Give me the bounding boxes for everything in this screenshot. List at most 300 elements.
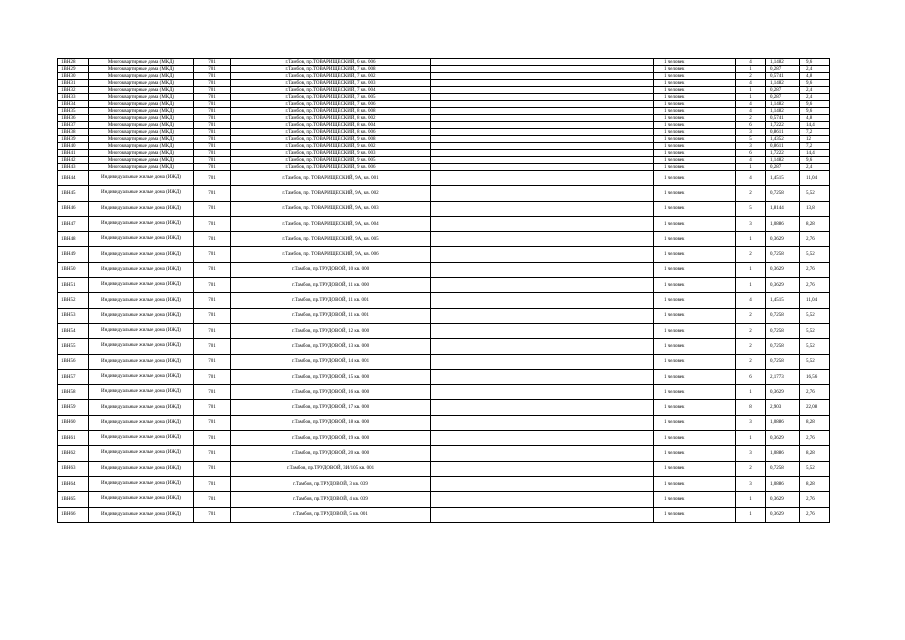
address-cell: г.Тамбов, пр.ТОВАРИЩЕСКИЙ, 7 кв. 005 <box>231 94 431 101</box>
building-type-cell: Индивидуальные жилые дома (ИЖД) <box>89 431 194 446</box>
total-cell: 2,76 <box>800 492 830 507</box>
table-row <box>58 308 830 323</box>
building-type-cell: Индивидуальные жилые дома (ИЖД) <box>89 278 194 293</box>
address-cell: г.Тамбов, пр.ТРУДОВОЙ, 3 кв. 039 <box>231 476 431 491</box>
table-row <box>58 122 830 129</box>
value-cell: 1,1482 <box>766 157 800 164</box>
unit-cell: 1 человек <box>654 150 736 157</box>
unit-cell: 1 человек <box>654 446 736 461</box>
table-row <box>58 232 830 247</box>
value-cell: 0,3629 <box>766 507 800 522</box>
value-cell: 0,3629 <box>766 262 800 277</box>
row-id-cell: 1ВН30 <box>58 73 89 80</box>
table-row <box>58 247 830 262</box>
total-cell: 5,52 <box>800 186 830 201</box>
total-cell: 9,6 <box>800 59 830 66</box>
table-row <box>58 136 830 143</box>
quantity-cell: 1 <box>736 66 766 73</box>
value-cell: 1,4515 <box>766 293 800 308</box>
quantity-cell: 2 <box>736 247 766 262</box>
code-cell: 701 <box>194 59 231 66</box>
value-cell: 2,1773 <box>766 369 800 384</box>
unit-cell: 1 человек <box>654 143 736 150</box>
row-id-cell: 1ВН56 <box>58 354 89 369</box>
blank-cell <box>431 129 654 136</box>
table-row <box>58 354 830 369</box>
value-cell: 2,903 <box>766 400 800 415</box>
blank-cell <box>431 354 654 369</box>
row-id-cell: 1ВН44 <box>58 171 89 186</box>
blank-cell <box>431 157 654 164</box>
blank-cell <box>431 431 654 446</box>
quantity-cell: 1 <box>736 262 766 277</box>
row-id-cell: 1ВН37 <box>58 122 89 129</box>
quantity-cell: 1 <box>736 385 766 400</box>
value-cell: 0,3629 <box>766 278 800 293</box>
row-id-cell: 1ВН40 <box>58 143 89 150</box>
unit-cell: 1 человек <box>654 262 736 277</box>
quantity-cell: 2 <box>736 339 766 354</box>
row-id-cell: 1ВН61 <box>58 431 89 446</box>
building-type-cell: Многоквартирные дома (МКД) <box>89 108 194 115</box>
row-id-cell: 1ВН62 <box>58 446 89 461</box>
blank-cell <box>431 369 654 384</box>
total-cell: 12 <box>800 136 830 143</box>
code-cell: 701 <box>194 507 231 522</box>
unit-cell: 1 человек <box>654 369 736 384</box>
code-cell: 701 <box>194 369 231 384</box>
quantity-cell: 4 <box>736 108 766 115</box>
blank-cell <box>431 66 654 73</box>
code-cell: 701 <box>194 122 231 129</box>
code-cell: 701 <box>194 293 231 308</box>
building-type-cell: Индивидуальные жилые дома (ИЖД) <box>89 201 194 216</box>
building-type-cell: Индивидуальные жилые дома (ИЖД) <box>89 339 194 354</box>
quantity-cell: 1 <box>736 278 766 293</box>
quantity-cell: 1 <box>736 164 766 171</box>
table-row <box>58 59 830 66</box>
row-id-cell: 1ВН39 <box>58 136 89 143</box>
row-id-cell: 1ВН54 <box>58 323 89 338</box>
building-type-cell: Индивидуальные жилые дома (ИЖД) <box>89 186 194 201</box>
address-cell: г.Тамбов, пр.ТРУДОВОЙ, 16 кв. 000 <box>231 385 431 400</box>
unit-cell: 1 человек <box>654 115 736 122</box>
table-row <box>58 385 830 400</box>
total-cell: 5,52 <box>800 339 830 354</box>
row-id-cell: 1ВН63 <box>58 461 89 476</box>
value-cell: 0,5741 <box>766 73 800 80</box>
blank-cell <box>431 143 654 150</box>
address-cell: г.Тамбов, пр.ТОВАРИЩЕСКИЙ, 9 кв. 003 <box>231 150 431 157</box>
address-cell: г.Тамбов, пр.ТРУДОВОЙ, 17 кв. 000 <box>231 400 431 415</box>
total-cell: 2,4 <box>800 164 830 171</box>
code-cell: 701 <box>194 171 231 186</box>
code-cell: 701 <box>194 201 231 216</box>
address-cell: г.Тамбов, пр.ТРУДОВОЙ, 19 кв. 000 <box>231 431 431 446</box>
building-type-cell: Индивидуальные жилые дома (ИЖД) <box>89 461 194 476</box>
quantity-cell: 1 <box>736 507 766 522</box>
building-type-cell: Индивидуальные жилые дома (ИЖД) <box>89 492 194 507</box>
total-cell: 2,76 <box>800 278 830 293</box>
quantity-cell: 2 <box>736 354 766 369</box>
total-cell: 5,52 <box>800 247 830 262</box>
unit-cell: 1 человек <box>654 171 736 186</box>
quantity-cell: 1 <box>736 87 766 94</box>
address-cell: г.Тамбов, пр. ТОВАРИЩЕСКИЙ, 9А, кв. 003 <box>231 201 431 216</box>
building-type-cell: Индивидуальные жилые дома (ИЖД) <box>89 476 194 491</box>
table-row <box>58 94 830 101</box>
row-id-cell: 1ВН38 <box>58 129 89 136</box>
code-cell: 701 <box>194 247 231 262</box>
value-cell: 0,8611 <box>766 129 800 136</box>
address-cell: г.Тамбов, пр.ТРУДОВОЙ, 13 кв. 000 <box>231 339 431 354</box>
building-type-cell: Многоквартирные дома (МКД) <box>89 122 194 129</box>
building-type-cell: Индивидуальные жилые дома (ИЖД) <box>89 446 194 461</box>
table-row <box>58 150 830 157</box>
unit-cell: 1 человек <box>654 278 736 293</box>
total-cell: 5,52 <box>800 323 830 338</box>
table-row <box>58 461 830 476</box>
code-cell: 701 <box>194 87 231 94</box>
row-id-cell: 1ВН53 <box>58 308 89 323</box>
total-cell: 7,2 <box>800 129 830 136</box>
unit-cell: 1 человек <box>654 431 736 446</box>
blank-cell <box>431 201 654 216</box>
total-cell: 2,76 <box>800 431 830 446</box>
quantity-cell: 6 <box>736 150 766 157</box>
code-cell: 701 <box>194 101 231 108</box>
table-row <box>58 143 830 150</box>
total-cell: 2,76 <box>800 385 830 400</box>
table-row <box>58 446 830 461</box>
row-id-cell: 1ВН51 <box>58 278 89 293</box>
value-cell: 0,7258 <box>766 186 800 201</box>
code-cell: 701 <box>194 354 231 369</box>
document-table <box>57 58 830 523</box>
address-cell: г.Тамбов, пр.ТРУДОВОЙ, 5 кв. 001 <box>231 507 431 522</box>
table-row <box>58 293 830 308</box>
row-id-cell: 1ВН36 <box>58 115 89 122</box>
address-cell: г.Тамбов, пр.ТОВАРИЩЕСКИЙ, 7 кв. 006 <box>231 101 431 108</box>
total-cell: 11,04 <box>800 293 830 308</box>
building-type-cell: Индивидуальные жилые дома (ИЖД) <box>89 507 194 522</box>
building-type-cell: Индивидуальные жилые дома (ИЖД) <box>89 262 194 277</box>
total-cell: 16,56 <box>800 369 830 384</box>
value-cell: 1,0886 <box>766 216 800 231</box>
total-cell: 2,4 <box>800 87 830 94</box>
address-cell: г.Тамбов, пр.ТОВАРИЩЕСКИЙ, 9 кв. 008 <box>231 136 431 143</box>
blank-cell <box>431 339 654 354</box>
address-cell: г.Тамбов, пр.ТОВАРИЩЕСКИЙ, 8 кв. 006 <box>231 129 431 136</box>
total-cell: 14,4 <box>800 150 830 157</box>
total-cell: 5,52 <box>800 308 830 323</box>
total-cell: 4,8 <box>800 73 830 80</box>
address-cell: г.Тамбов, пр.ТРУДОВОЙ, 12 кв. 000 <box>231 323 431 338</box>
code-cell: 701 <box>194 323 231 338</box>
total-cell: 7,2 <box>800 143 830 150</box>
table-row <box>58 73 830 80</box>
total-cell: 2,76 <box>800 232 830 247</box>
quantity-cell: 6 <box>736 122 766 129</box>
blank-cell <box>431 492 654 507</box>
building-type-cell: Многоквартирные дома (МКД) <box>89 164 194 171</box>
row-id-cell: 1ВН57 <box>58 369 89 384</box>
code-cell: 701 <box>194 461 231 476</box>
unit-cell: 1 человек <box>654 66 736 73</box>
building-type-cell: Индивидуальные жилые дома (ИЖД) <box>89 247 194 262</box>
building-type-cell: Многоквартирные дома (МКД) <box>89 87 194 94</box>
quantity-cell: 4 <box>736 59 766 66</box>
code-cell: 701 <box>194 492 231 507</box>
value-cell: 1,7222 <box>766 122 800 129</box>
value-cell: 0,287 <box>766 66 800 73</box>
quantity-cell: 4 <box>736 293 766 308</box>
table-row <box>58 171 830 186</box>
table-body <box>58 59 830 523</box>
blank-cell <box>431 385 654 400</box>
table-row <box>58 400 830 415</box>
unit-cell: 1 человек <box>654 94 736 101</box>
building-type-cell: Многоквартирные дома (МКД) <box>89 66 194 73</box>
total-cell: 8,28 <box>800 446 830 461</box>
table-row <box>58 369 830 384</box>
blank-cell <box>431 262 654 277</box>
table-row <box>58 278 830 293</box>
unit-cell: 1 человек <box>654 136 736 143</box>
unit-cell: 1 человек <box>654 415 736 430</box>
quantity-cell: 3 <box>736 143 766 150</box>
building-type-cell: Индивидуальные жилые дома (ИЖД) <box>89 369 194 384</box>
blank-cell <box>431 216 654 231</box>
blank-cell <box>431 232 654 247</box>
value-cell: 0,8611 <box>766 143 800 150</box>
quantity-cell: 2 <box>736 115 766 122</box>
code-cell: 701 <box>194 143 231 150</box>
building-type-cell: Многоквартирные дома (МКД) <box>89 73 194 80</box>
value-cell: 1,1482 <box>766 59 800 66</box>
code-cell: 701 <box>194 115 231 122</box>
building-type-cell: Индивидуальные жилые дома (ИЖД) <box>89 323 194 338</box>
unit-cell: 1 человек <box>654 164 736 171</box>
table-row <box>58 129 830 136</box>
value-cell: 0,3629 <box>766 385 800 400</box>
unit-cell: 1 человек <box>654 186 736 201</box>
table-row <box>58 339 830 354</box>
quantity-cell: 4 <box>736 157 766 164</box>
building-type-cell: Индивидуальные жилые дома (ИЖД) <box>89 385 194 400</box>
building-type-cell: Индивидуальные жилые дома (ИЖД) <box>89 400 194 415</box>
quantity-cell: 5 <box>736 136 766 143</box>
value-cell: 1,4515 <box>766 171 800 186</box>
value-cell: 0,287 <box>766 164 800 171</box>
unit-cell: 1 человек <box>654 247 736 262</box>
value-cell: 1,8144 <box>766 201 800 216</box>
row-id-cell: 1ВН47 <box>58 216 89 231</box>
address-cell: г.Тамбов, пр.ТОВАРИЩЕСКИЙ, 9 кв. 006 <box>231 164 431 171</box>
address-cell: г.Тамбов, пр.ТРУДОВОЙ, 11 кв. 000 <box>231 278 431 293</box>
unit-cell: 1 человек <box>654 80 736 87</box>
quantity-cell: 1 <box>736 492 766 507</box>
row-id-cell: 1ВН52 <box>58 293 89 308</box>
building-type-cell: Многоквартирные дома (МКД) <box>89 94 194 101</box>
blank-cell <box>431 94 654 101</box>
quantity-cell: 2 <box>736 323 766 338</box>
value-cell: 1,7222 <box>766 150 800 157</box>
blank-cell <box>431 80 654 87</box>
table-row <box>58 415 830 430</box>
building-type-cell: Многоквартирные дома (МКД) <box>89 157 194 164</box>
unit-cell: 1 человек <box>654 73 736 80</box>
unit-cell: 1 человек <box>654 122 736 129</box>
address-cell: г.Тамбов, пр.ТРУДОВОЙ, 11 кв. 001 <box>231 308 431 323</box>
code-cell: 701 <box>194 262 231 277</box>
table-row <box>58 476 830 491</box>
row-id-cell: 1ВН55 <box>58 339 89 354</box>
building-type-cell: Многоквартирные дома (МКД) <box>89 129 194 136</box>
unit-cell: 1 человек <box>654 216 736 231</box>
quantity-cell: 5 <box>736 201 766 216</box>
address-cell: г.Тамбов, пр.ТОВАРИЩЕСКИЙ, 7 кв. 004 <box>231 87 431 94</box>
building-type-cell: Многоквартирные дома (МКД) <box>89 80 194 87</box>
blank-cell <box>431 101 654 108</box>
unit-cell: 1 человек <box>654 129 736 136</box>
total-cell: 2,4 <box>800 66 830 73</box>
total-cell: 11,04 <box>800 171 830 186</box>
unit-cell: 1 человек <box>654 59 736 66</box>
total-cell: 8,28 <box>800 216 830 231</box>
building-type-cell: Индивидуальные жилые дома (ИЖД) <box>89 415 194 430</box>
total-cell: 8,28 <box>800 476 830 491</box>
address-cell: г.Тамбов, пр.ТРУДОВОЙ, 11 кв. 001 <box>231 293 431 308</box>
address-cell: г.Тамбов, пр. ТОВАРИЩЕСКИЙ, 9А, кв. 006 <box>231 247 431 262</box>
table-row <box>58 66 830 73</box>
blank-cell <box>431 108 654 115</box>
blank-cell <box>431 415 654 430</box>
building-type-cell: Многоквартирные дома (МКД) <box>89 101 194 108</box>
building-type-cell: Индивидуальные жилые дома (ИЖД) <box>89 216 194 231</box>
value-cell: 0,3629 <box>766 492 800 507</box>
blank-cell <box>431 87 654 94</box>
unit-cell: 1 человек <box>654 308 736 323</box>
blank-cell <box>431 446 654 461</box>
total-cell: 2,4 <box>800 94 830 101</box>
quantity-cell: 2 <box>736 461 766 476</box>
table-row <box>58 507 830 522</box>
value-cell: 0,287 <box>766 94 800 101</box>
unit-cell: 1 человек <box>654 339 736 354</box>
quantity-cell: 4 <box>736 80 766 87</box>
row-id-cell: 1ВН65 <box>58 492 89 507</box>
code-cell: 701 <box>194 415 231 430</box>
table-row <box>58 80 830 87</box>
row-id-cell: 1ВН46 <box>58 201 89 216</box>
address-cell: г.Тамбов, пр.ТОВАРИЩЕСКИЙ, 8 кв. 008 <box>231 108 431 115</box>
code-cell: 701 <box>194 476 231 491</box>
blank-cell <box>431 136 654 143</box>
code-cell: 701 <box>194 66 231 73</box>
unit-cell: 1 человек <box>654 293 736 308</box>
row-id-cell: 1ВН60 <box>58 415 89 430</box>
building-type-cell: Многоквартирные дома (МКД) <box>89 143 194 150</box>
quantity-cell: 1 <box>736 94 766 101</box>
unit-cell: 1 человек <box>654 157 736 164</box>
address-cell: г.Тамбов, пр.ТРУДОВОЙ, 3И/105 кв. 001 <box>231 461 431 476</box>
address-cell: г.Тамбов, пр.ТОВАРИЩЕСКИЙ, 9 кв. 002 <box>231 143 431 150</box>
quantity-cell: 8 <box>736 400 766 415</box>
row-id-cell: 1ВН41 <box>58 150 89 157</box>
address-cell: г.Тамбов, пр.ТРУДОВОЙ, 18 кв. 000 <box>231 415 431 430</box>
code-cell: 701 <box>194 129 231 136</box>
blank-cell <box>431 115 654 122</box>
unit-cell: 1 человек <box>654 232 736 247</box>
blank-cell <box>431 186 654 201</box>
value-cell: 1,1482 <box>766 80 800 87</box>
building-type-cell: Индивидуальные жилые дома (ИЖД) <box>89 171 194 186</box>
blank-cell <box>431 293 654 308</box>
quantity-cell: 2 <box>736 308 766 323</box>
unit-cell: 1 человек <box>654 108 736 115</box>
row-id-cell: 1ВН33 <box>58 94 89 101</box>
table-row <box>58 101 830 108</box>
row-id-cell: 1ВН59 <box>58 400 89 415</box>
blank-cell <box>431 59 654 66</box>
address-cell: г.Тамбов, пр.ТРУДОВОЙ, 10 кв. 000 <box>231 262 431 277</box>
address-cell: г.Тамбов, пр. ТОВАРИЩЕСКИЙ, 9А, кв. 004 <box>231 216 431 231</box>
row-id-cell: 1ВН45 <box>58 186 89 201</box>
value-cell: 0,7258 <box>766 339 800 354</box>
building-type-cell: Многоквартирные дома (МКД) <box>89 115 194 122</box>
blank-cell <box>431 73 654 80</box>
row-id-cell: 1ВН66 <box>58 507 89 522</box>
code-cell: 701 <box>194 232 231 247</box>
quantity-cell: 6 <box>736 369 766 384</box>
total-cell: 22,08 <box>800 400 830 415</box>
code-cell: 701 <box>194 446 231 461</box>
blank-cell <box>431 461 654 476</box>
address-cell: г.Тамбов, пр.ТОВАРИЩЕСКИЙ, 8 кв. 002 <box>231 115 431 122</box>
quantity-cell: 4 <box>736 101 766 108</box>
code-cell: 701 <box>194 136 231 143</box>
unit-cell: 1 человек <box>654 385 736 400</box>
address-cell: г.Тамбов, пр. ТОВАРИЩЕСКИЙ, 9А, кв. 002 <box>231 186 431 201</box>
value-cell: 1,0886 <box>766 415 800 430</box>
total-cell: 13,8 <box>800 201 830 216</box>
table-row <box>58 431 830 446</box>
unit-cell: 1 человек <box>654 101 736 108</box>
row-id-cell: 1ВН58 <box>58 385 89 400</box>
table-row <box>58 108 830 115</box>
code-cell: 701 <box>194 157 231 164</box>
blank-cell <box>431 171 654 186</box>
row-id-cell: 1ВН49 <box>58 247 89 262</box>
unit-cell: 1 человек <box>654 201 736 216</box>
value-cell: 0,5741 <box>766 115 800 122</box>
value-cell: 0,7258 <box>766 461 800 476</box>
unit-cell: 1 человек <box>654 400 736 415</box>
row-id-cell: 1ВН42 <box>58 157 89 164</box>
table-row <box>58 201 830 216</box>
total-cell: 5,52 <box>800 354 830 369</box>
value-cell: 1,1482 <box>766 108 800 115</box>
code-cell: 701 <box>194 73 231 80</box>
building-type-cell: Индивидуальные жилые дома (ИЖД) <box>89 354 194 369</box>
blank-cell <box>431 247 654 262</box>
building-type-cell: Многоквартирные дома (МКД) <box>89 136 194 143</box>
value-cell: 1,1482 <box>766 101 800 108</box>
address-cell: г.Тамбов, пр.ТРУДОВОЙ, 15 кв. 000 <box>231 369 431 384</box>
code-cell: 701 <box>194 431 231 446</box>
building-type-cell: Индивидуальные жилые дома (ИЖД) <box>89 232 194 247</box>
